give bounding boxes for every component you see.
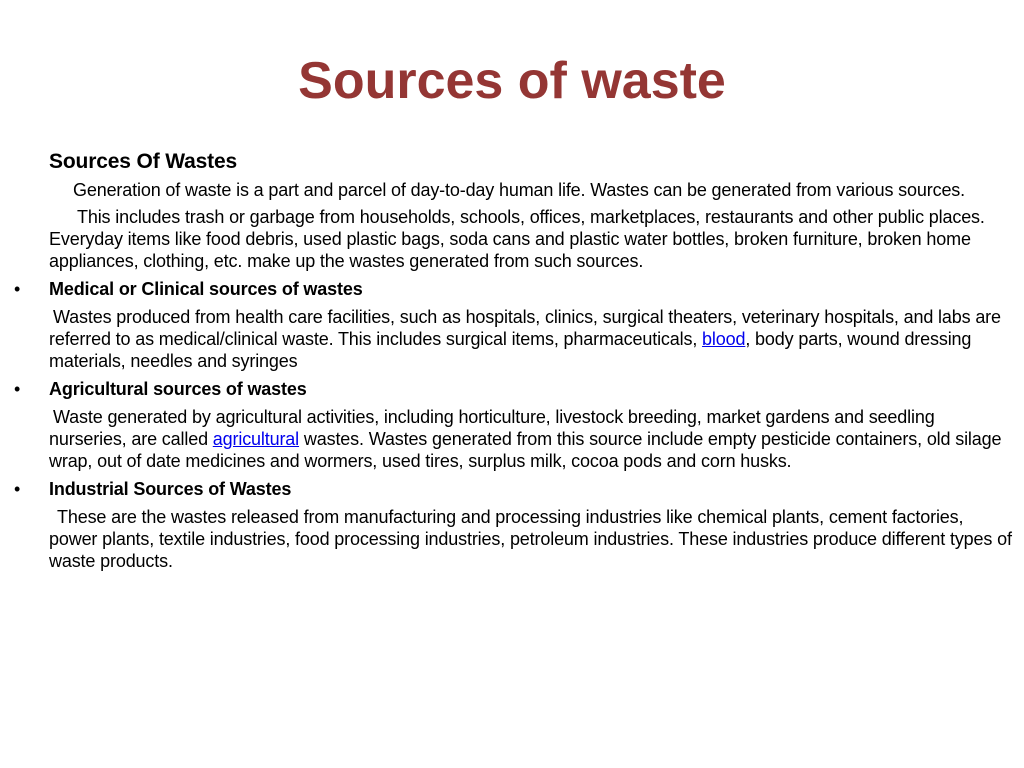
bullet-heading-industrial: Industrial Sources of Wastes	[49, 479, 292, 499]
bullet-agricultural	[14, 377, 1014, 401]
bullet-medical	[14, 277, 1014, 301]
intro-paragraph-2: This includes trash or garbage from households, schools, offices, marketplaces, restaurants and other public places. Everyday items like food debris, used plastic bags, soda cans and plastic water bottles, broken furniture, broken home appliances, clothing, etc. make up the wastes generated from such sources.	[49, 207, 985, 271]
industrial-paragraph: These are the wastes released from manufacturing and processing industries like chemical plants, cement factories, power plants, textile industries, food processing industries, petroleum industries. These industries produce different types of waste products.	[49, 507, 1012, 571]
medical-text-before: Wastes produced from health care facilities, such as hospitals, clinics, surgical theaters, veterinary hospitals, and labs are referred to as medical/clinical waste. This includes surgical items, pharmaceuticals,	[49, 307, 1001, 349]
bullet-icon: •	[14, 479, 21, 499]
medical-paragraph	[49, 306, 1014, 372]
bullet-industrial	[14, 477, 1014, 501]
bullet-heading-medical: Medical or Clinical sources of wastes	[49, 279, 363, 299]
bullet-icon: •	[14, 279, 21, 299]
agricultural-text-before: Waste generated by agricultural activities, including horticulture, livestock breeding, market gardens and seedling nurseries, are called	[49, 407, 935, 449]
agricultural-text-after: wastes. Wastes generated from this source include empty pesticide containers, old silage wrap, out of date medicines and wormers, used tires, surplus milk, cocoa pods and corn husks.	[49, 429, 1002, 471]
slide-body	[14, 148, 1014, 577]
blood-link[interactable]: blood	[702, 329, 746, 349]
agricultural-link[interactable]: agricultural	[212, 429, 300, 449]
slide-title: Sources of waste	[298, 52, 726, 110]
agricultural-paragraph	[49, 406, 1014, 472]
medical-text-after: , body parts, wound dressing materials, needles and syringes	[49, 329, 972, 371]
bullet-icon: •	[14, 379, 21, 399]
bullet-heading-agricultural: Agricultural sources of wastes	[49, 379, 307, 399]
intro-paragraph-1: Generation of waste is a part and parcel of day-to-day human life. Wastes can be generated from various sources.	[73, 180, 966, 200]
section-heading: Sources Of Wastes	[49, 150, 238, 173]
